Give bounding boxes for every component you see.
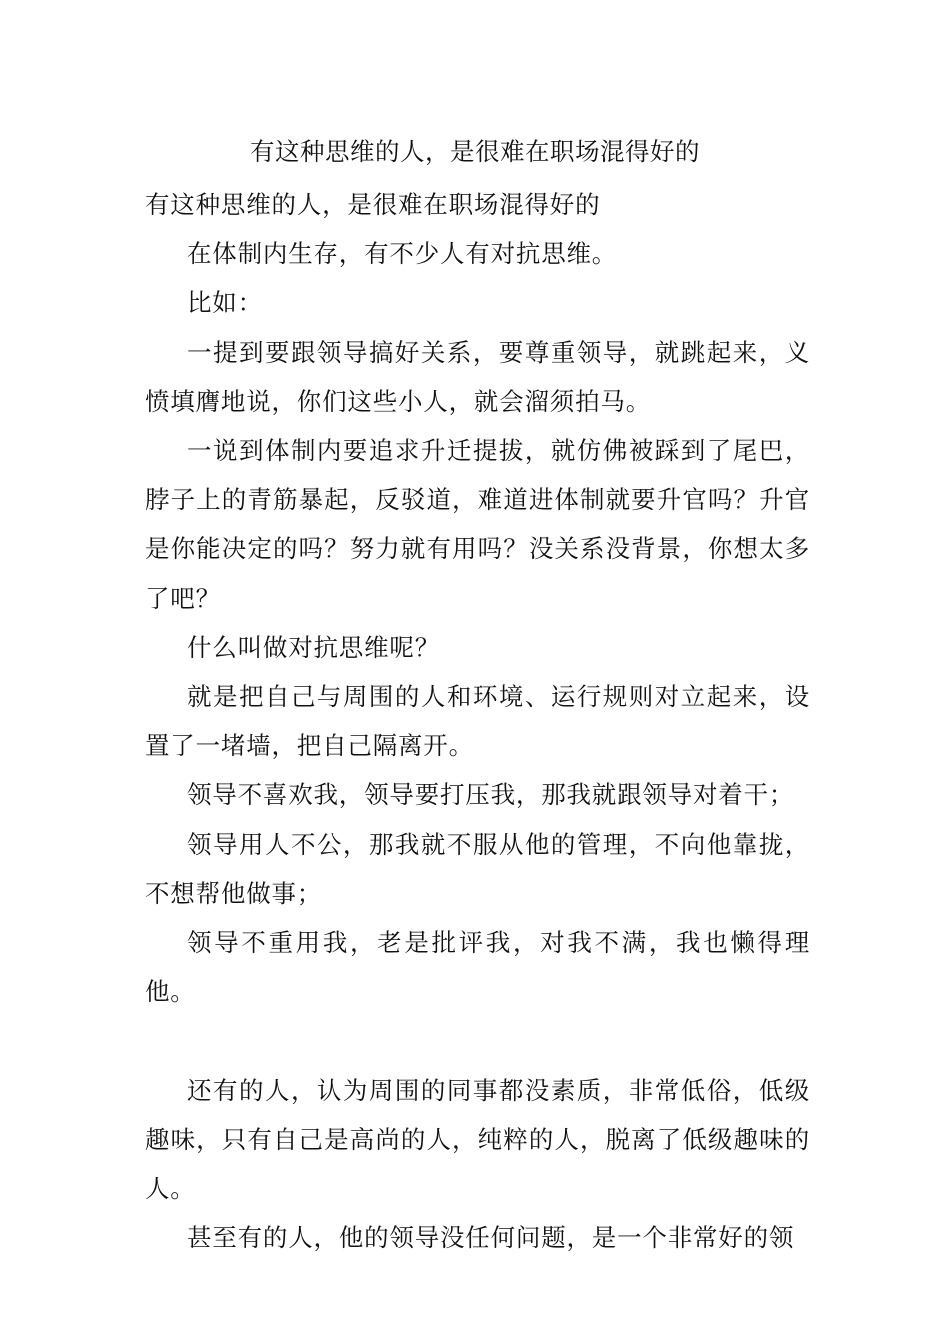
- blank-line: [145, 1016, 810, 1065]
- paragraph-7: 就是把自己与周围的人和环境、运行规则对立起来，设置了一堵墙，把自己隔离开。: [145, 682, 810, 761]
- paragraph-6: 什么叫做对抗思维呢？: [187, 632, 440, 662]
- document-title: 有这种思维的人，是很难在职场混得好的: [250, 137, 700, 166]
- paragraph-12: 甚至有的人，他的领导没任何问题，是一个非常好的领: [187, 1223, 795, 1253]
- paragraph-4: 一提到要跟领导搞好关系，要尊重领导，就跳起来，义愤填膺地说，你们这些小人，就会溜须拍马。: [145, 337, 810, 416]
- paragraph-9: 领导用人不公，那我就不服从他的管理，不向他靠拢，不想帮他做事；: [145, 829, 810, 908]
- paragraph-1: 有这种思维的人，是很难在职场混得好的: [145, 190, 601, 219]
- paragraph-10: 领导不重用我，老是批评我，对我不满，我也懒得理他。: [145, 928, 810, 1007]
- paragraph-11: 还有的人，认为周围的同事都没素质，非常低俗，低级趣味，只有自己是高尚的人，纯粹的人，脱离了低级趣味的人。: [145, 1075, 810, 1204]
- paragraph-3: 比如：: [187, 288, 263, 318]
- paragraph-8: 领导不喜欢我，领导要打压我，那我就跟领导对着干；: [187, 780, 795, 810]
- paragraph-5: 一说到体制内要追求升迁提拔，就仿佛被踩到了尾巴，脖子上的青筋暴起，反驳道，难道进体制就要升官吗？升官是你能决定的吗？努力就有用吗？没关系没背景，你想太多了吧？: [145, 436, 810, 613]
- document-body: [145, 180, 810, 1262]
- paragraph-2: 在体制内生存，有不少人有对抗思维。: [187, 239, 618, 269]
